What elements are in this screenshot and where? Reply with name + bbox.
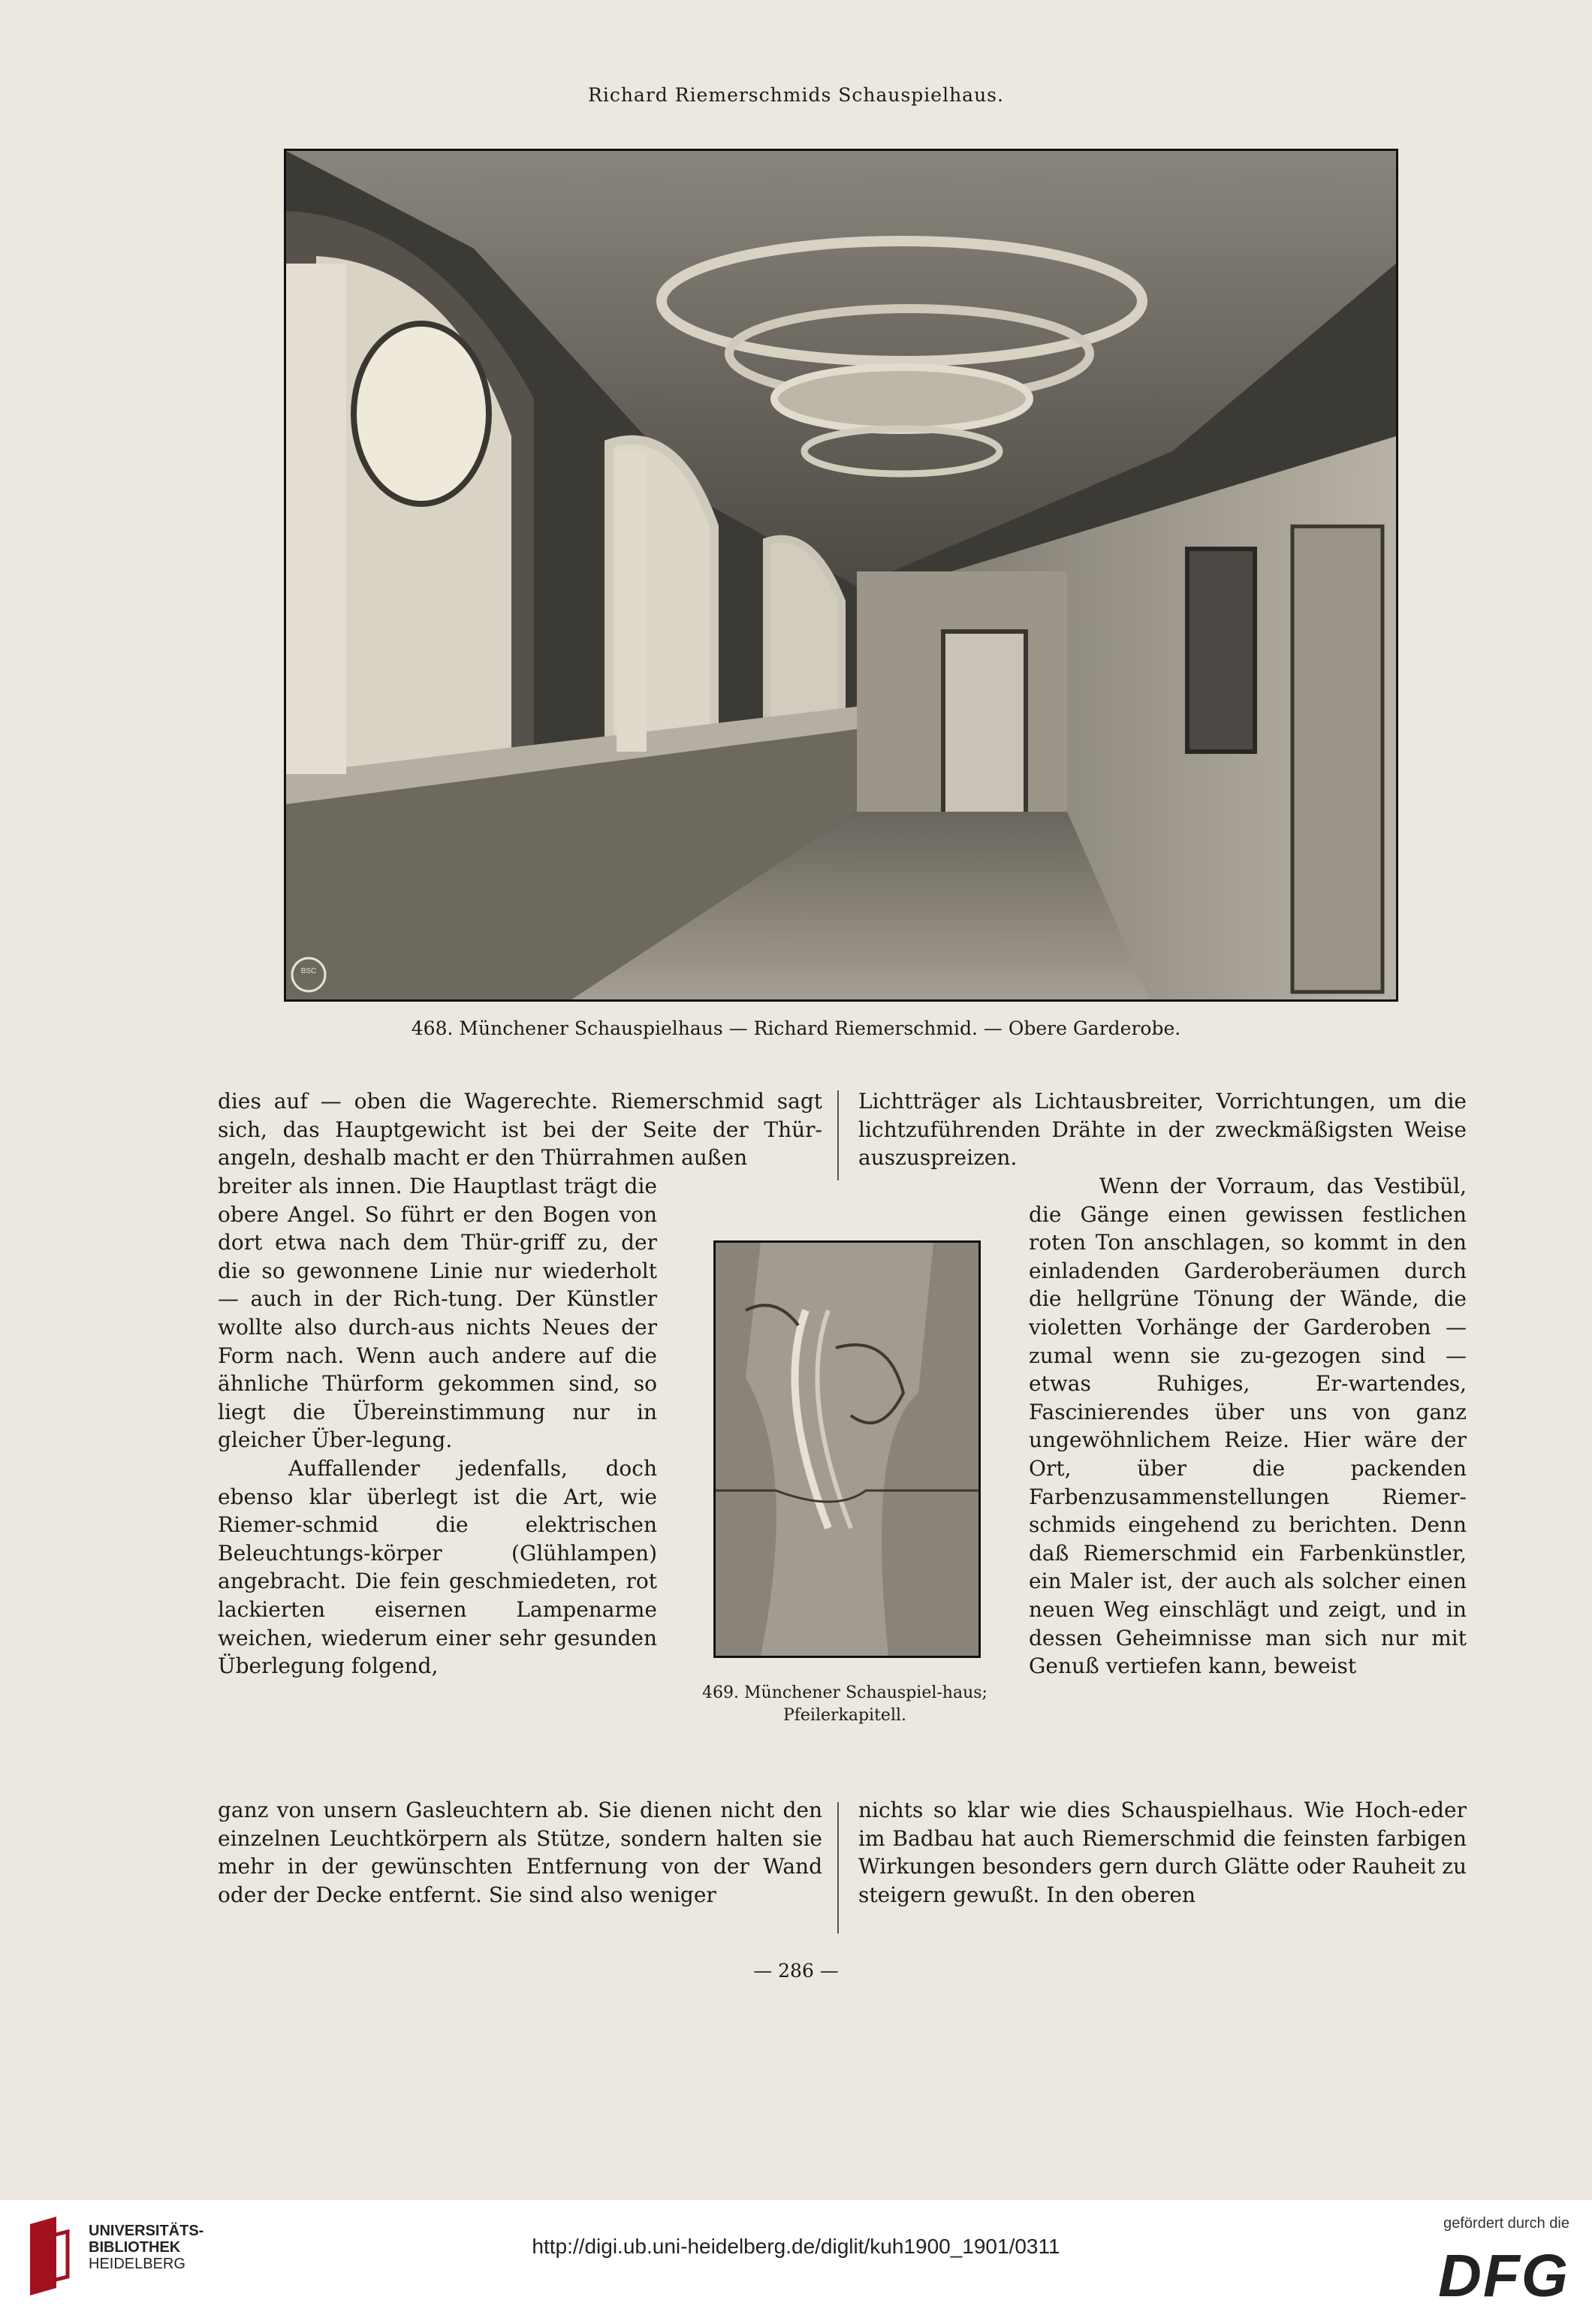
- column-divider-top: [837, 1090, 839, 1180]
- photographer-stamp: BSC: [300, 967, 317, 975]
- text-top-left: dies auf — oben die Wagerechte. Riemerschmid sagt sich, das Hauptgewicht ist bei der Seite der Thür-angeln, deshalb macht er den Thürrahmen außen: [218, 1089, 822, 1171]
- permalink-url[interactable]: http://digi.ub.uni-heidelberg.de/diglit/kuh1900_1901/0311: [532, 2235, 1060, 2258]
- library-name: UNIVERSITÄTS- BIBLIOTHEK HEIDELBERG: [89, 2223, 204, 2272]
- cloakroom-photograph: [284, 149, 1398, 1002]
- page-number: — 286 —: [753, 1960, 839, 1982]
- text-top-right: Lichtträger als Lichtausbreiter, Vorrichtungen, um die lichtzuführenden Drähte in der zweckmäßigsten Weise auszuspreizen.: [858, 1089, 1467, 1171]
- figure-469-caption: 469. Münchener Schauspiel-haus; Pfeilerkapitell.: [702, 1683, 987, 1725]
- column-divider-bottom: [837, 1802, 839, 1934]
- text-bottom-right: nichts so klar wie dies Schauspielhaus. Wie Hoch-eder im Badbau hat auch Riemerschmid die feinsten farbigen Wirkungen besonders gern durch Glätte oder Rauheit zu steigern gewußt. In den oberen: [858, 1798, 1467, 1907]
- text-left-wrap: breiter als innen. Die Hauptlast trägt die obere Angel. So führt er den Bogen von dort etwa nach dem Thür-griff zu, der die so gewonnene Linie nur wiederholt — auch in der Rich-tung. Der Künstler wollte also durch-aus nichts Neues der Form nach. Wenn auch andere auf die ähnliche Thürform gekommen sind, so liegt die Übereinstimmung nur in gleicher Über-legung. Auffallender jedenfalls, doch ebenso klar überlegt ist die Art, wie Riemer-schmid die elektrischen Beleuchtungs-körper (Glühlampen) angebracht. Die fein geschmiedeten, rot lackierten eisernen Lampenarme weichen, wiederum einer sehr gesunden Überlegung folgend,: [218, 1174, 657, 1679]
- cloakroom-photo-drawing: [286, 151, 1396, 999]
- figure-468-caption: 468. Münchener Schauspielhaus — Richard Riemerschmid. — Obere Garderobe.: [411, 1017, 1181, 1039]
- running-head: Richard Riemerschmids Schauspielhaus.: [588, 84, 1004, 106]
- pillar-capital-drawing: [716, 1243, 978, 1656]
- text-right-wrap: Wenn der Vorraum, das Vestibül, die Gänge einen gewissen festlichen roten Ton anschlagen, so kommt in den einladenden Garderoberäumen durch die hellgrüne Tönung der Wände, die violetten Vorhänge der Garderoben — zumal wenn sie zu-gezogen sind — etwas Ruhiges, Er-wartendes, Fascinierendes über uns von ganz ungewöhnlichem Reize. Hier wäre der Ort, über die packenden Farbenzusammenstellungen Riemer-schmids eingehend zu berichten. Denn daß Riemerschmid ein Farbenkünstler, ein Maler ist, der auch als solcher einen neuen Weg einschlägt und zeigt, und in dessen Geheimnisse man sich nur mit Genuß vertiefen kann, beweist: [1029, 1174, 1467, 1679]
- text-bottom-left: ganz von unsern Gasleuchtern ab. Sie dienen nicht den einzelnen Leuchtkörpern als Stütze, sondern halten sie mehr in der gewünschten Entfernung von der Wand oder der Decke entfernt. Sie sind also weniger: [218, 1798, 822, 1907]
- funding-label: gefördert durch die: [1443, 2215, 1569, 2232]
- pillar-capital-photograph: [713, 1240, 981, 1658]
- dfg-logo: DFG: [1438, 2242, 1569, 2309]
- digitization-footer: [0, 2200, 1592, 2324]
